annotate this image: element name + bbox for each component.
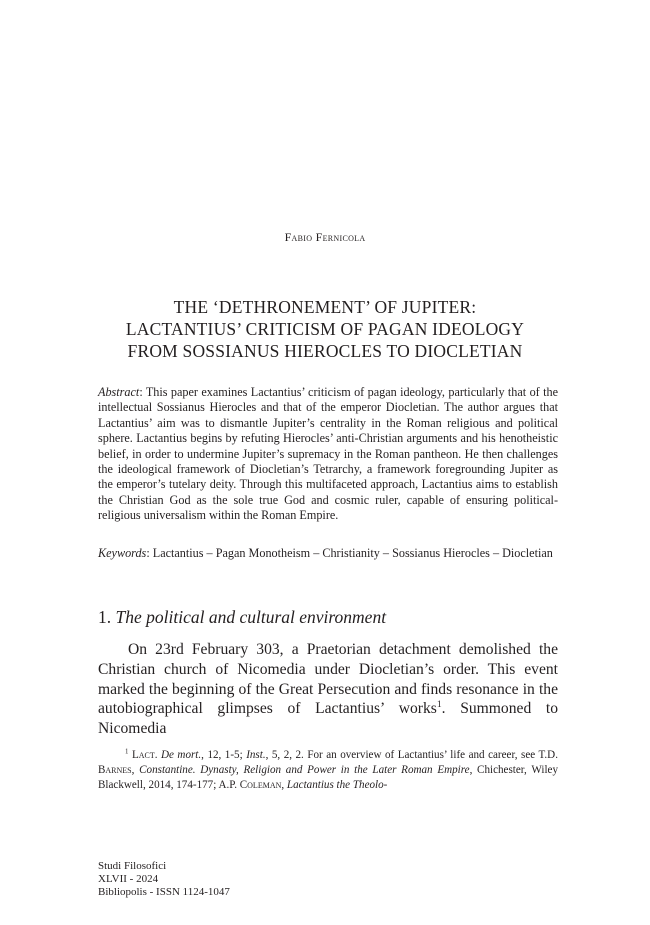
title-line-1: THE ‘DETHRONEMENT’ OF JUPITER:: [173, 297, 477, 317]
footnote-work: De mort.: [161, 749, 202, 761]
journal-publisher: Bibliopolis - ISSN 1124-1047: [98, 886, 230, 898]
title-line-3: FROM SOSSIANUS HIEROCLES TO DIOCLETIAN: [127, 341, 523, 361]
journal-name: Studi Filosofici: [98, 860, 167, 872]
footnote-text: , Chichester, Wiley Blackwell, 2014, 174-177; A.P.: [98, 763, 558, 791]
section-number: 1.: [98, 607, 116, 627]
footnote-author: Lact.: [131, 749, 158, 761]
footnote-author: Barnes: [98, 763, 132, 776]
section-heading: [98, 606, 558, 628]
keywords: [98, 546, 558, 561]
author-name: Fabio Fernicola: [284, 230, 366, 244]
journal-volume: XLVII - 2024: [98, 873, 159, 885]
title-line-2: LACTANTIUS’ CRITICISM OF PAGAN IDEOLOGY: [125, 319, 525, 339]
footnote-number: 1: [125, 748, 129, 756]
footnote-text: ,: [281, 778, 287, 791]
abstract-text: : This paper examines Lactantius’ criticism of pagan ideology, particularly that of the intellectual Sossianus Hierocles and that of the emperor Diocletian. The author argues that Lactantius’ aim was to dismantle Jupiter’s centrality in the Roman religious and political sphere. Lactantius begins by refuting Hierocles’ anti-Christian arguments and his henotheistic belief, in order to undermine Jupiter’s supremacy in the Roman pantheon. He then challenges the ideological framework of Diocletian’s Tetrarchy, a framework foregrounding Jupiter as the emperor’s tutelary deity. Through this multifaceted approach, Lactantius aims to establish the Christian God as the sole true God and cosmic ruler, capable of ensuring political-religious universalism within the Roman Empire.: [98, 385, 558, 523]
abstract: [98, 385, 558, 524]
footnote-reference[interactable]: 1: [436, 699, 442, 711]
body-paragraph: [98, 640, 558, 739]
footnote-paragraph: [98, 748, 558, 792]
journal-info: [98, 860, 398, 899]
footnote-text: , 12, 1-5;: [201, 749, 247, 761]
footnote: [98, 748, 558, 792]
body-text-before-note: On 23rd February 303, a Praetorian detachment demolished the Christian church of Nicomedia under Diocletian’s order. This event marked the beginning of the Great Persecution and finds resonance in the autobiographical glimpses of Lactantius’ works: [98, 641, 558, 718]
body-text: [98, 640, 558, 739]
abstract-label: Abstract: [98, 385, 140, 399]
section-title: The political and cultural environment: [115, 607, 387, 627]
paper-title: [90, 296, 560, 362]
body-text-after-note: . Summoned to Nicomedia: [98, 700, 558, 738]
footnote-author: Coleman: [239, 778, 282, 791]
footnote-work: Constantine. Dynasty, Religion and Power in the Later Roman Empire: [139, 763, 470, 776]
footnote-work: Inst.: [246, 749, 266, 761]
footnote-text: ,: [131, 763, 140, 776]
keywords-label: Keywords: [98, 546, 147, 560]
keywords-text: : Lactantius – Pagan Monotheism – Christianity – Sossianus Hierocles – Diocletian: [146, 546, 553, 560]
footnote-text: , 5, 2, 2. For an overview of Lactantius’ life and career, see T.D.: [265, 749, 558, 761]
footnote-work: Lactantius the Theolo-: [286, 778, 388, 791]
